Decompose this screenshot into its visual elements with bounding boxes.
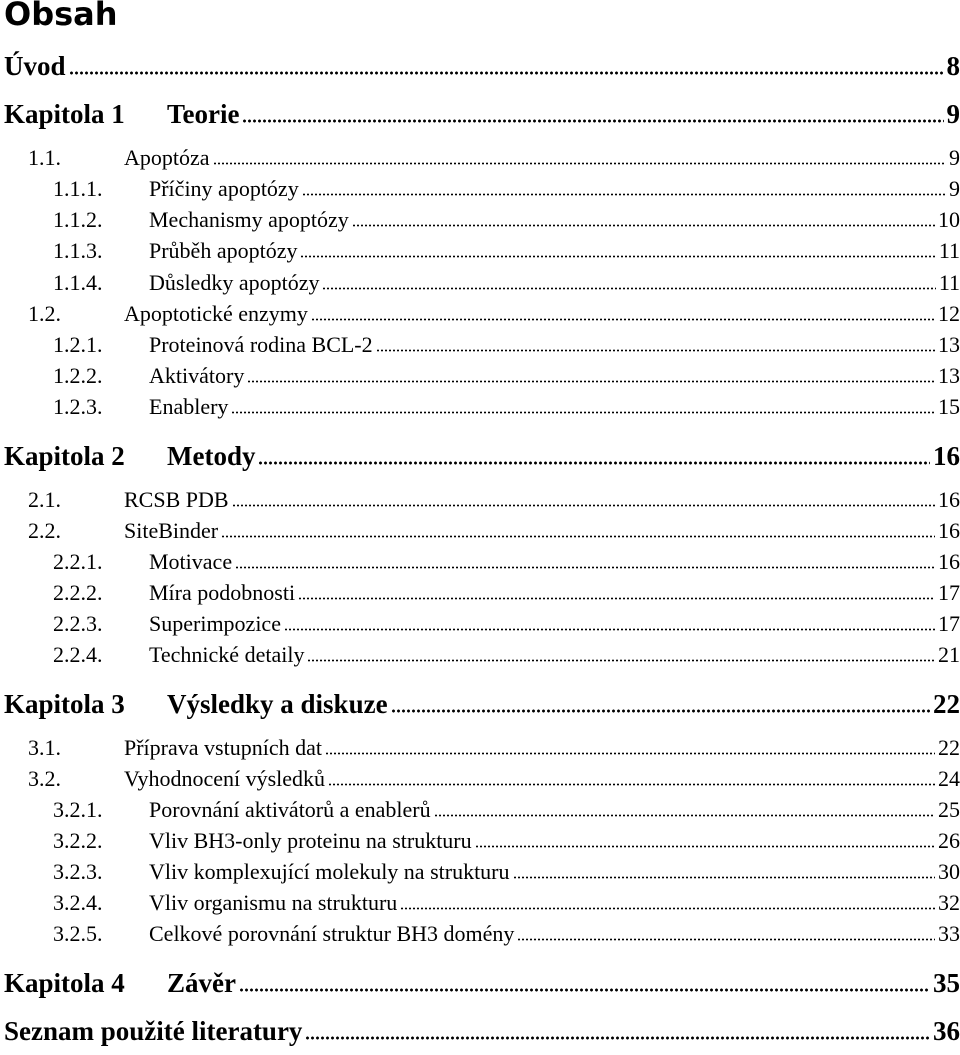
toc-entry[interactable] — [4, 363, 960, 397]
toc-entry-number: 3.2.5. — [53, 921, 103, 946]
dot-leader — [300, 255, 935, 258]
toc-entry[interactable] — [4, 145, 960, 179]
toc-entry[interactable] — [4, 270, 960, 304]
dot-leader — [302, 193, 946, 196]
toc-entry[interactable] — [4, 859, 960, 893]
toc-entry-number: Kapitola 3 — [4, 689, 125, 719]
toc-entry-number: 1.1.1. — [53, 176, 103, 201]
dot-leader — [434, 814, 935, 817]
toc-entry-number: 3.2.1. — [53, 797, 103, 822]
toc-entry-number: 1.1.3. — [53, 238, 103, 263]
toc-entry-page-number: 16 — [938, 487, 960, 512]
toc-entry-page-number: 26 — [938, 828, 960, 853]
dot-leader — [213, 162, 946, 165]
toc-entry-page-number: 21 — [938, 642, 960, 667]
toc-entry-title: Motivace — [149, 549, 233, 574]
dot-leader — [517, 938, 935, 941]
toc-entry-number: 1.2.1. — [53, 332, 103, 357]
toc-entry-number: 1.1.2. — [53, 207, 103, 232]
toc-entry[interactable] — [4, 611, 960, 645]
toc-entry[interactable] — [4, 207, 960, 241]
toc-entry-title: Mechanismy apoptózy — [149, 207, 349, 232]
toc-entry-number: Kapitola 4 — [4, 968, 125, 998]
toc-entry-number: 2.2.3. — [53, 611, 103, 636]
dot-leader — [232, 504, 935, 507]
dot-leader — [221, 535, 935, 538]
toc-entry-title: Důsledky apoptózy — [149, 270, 320, 295]
toc-entry-number: 1.1. — [28, 145, 61, 170]
toc-entry[interactable] — [4, 441, 960, 475]
toc-entry-page-number: 9 — [946, 99, 960, 129]
toc-entry-title: SiteBinder — [124, 518, 219, 543]
toc-entry-page-number: 13 — [938, 363, 960, 388]
toc-entry-page-number: 17 — [938, 611, 960, 636]
toc-entry-page-number: 22 — [938, 735, 960, 760]
toc-entry-page-number: 32 — [938, 890, 960, 915]
toc-entry-page-number: 16 — [938, 549, 960, 574]
toc-entry-number: 3.2.3. — [53, 859, 103, 884]
toc-entry-number: 1.2.2. — [53, 363, 103, 388]
dot-leader — [352, 224, 935, 227]
toc-entry-title: Technické detaily — [149, 642, 305, 667]
toc-entry-title: Závěr — [167, 968, 236, 998]
toc-entry[interactable] — [4, 968, 960, 1002]
toc-entry-page-number: 33 — [938, 921, 960, 946]
toc-entry-page-number: 11 — [938, 238, 960, 263]
dot-leader — [258, 461, 930, 465]
toc-entry-page-number: 12 — [938, 301, 960, 326]
toc-entry-page-number: 25 — [938, 797, 960, 822]
dot-leader — [400, 907, 935, 910]
toc-entry-title: Příčiny apoptózy — [149, 176, 299, 201]
toc-entry[interactable] — [4, 890, 960, 924]
toc-entry-page-number: 17 — [938, 580, 960, 605]
toc-entry-page-number: 36 — [933, 1016, 960, 1046]
toc-entry-page-number: 8 — [946, 51, 960, 81]
toc-entry[interactable] — [4, 1016, 960, 1050]
toc-entry-title: Enablery — [149, 394, 229, 419]
toc-entry-page-number: 10 — [938, 207, 960, 232]
toc-entry-title: Apoptotické enzymy — [124, 301, 308, 326]
toc-entry-title: Seznam použité literatury — [4, 1016, 303, 1046]
dot-leader — [69, 71, 944, 75]
toc-entry[interactable] — [4, 580, 960, 614]
toc-entry-title: Superimpozice — [149, 611, 281, 636]
toc-entry[interactable] — [4, 99, 960, 133]
toc-entry-title: Apoptóza — [124, 145, 210, 170]
dot-leader — [307, 659, 935, 662]
toc-entry-title: Aktivátory — [149, 363, 245, 388]
toc-entry-number: 1.1.4. — [53, 270, 103, 295]
toc-entry-page-number: 9 — [949, 176, 960, 201]
toc-entry-number: 1.2.3. — [53, 394, 103, 419]
toc-entry-title: Vliv organismu na strukturu — [149, 890, 398, 915]
toc-entry[interactable] — [4, 51, 960, 85]
toc-entry-title: Metody — [167, 441, 256, 471]
toc-entry-number: 3.2.4. — [53, 890, 103, 915]
dot-leader — [311, 318, 935, 321]
toc-entry-title: Vliv komplexující molekuly na strukturu — [149, 859, 510, 884]
dot-leader — [328, 783, 935, 786]
toc-entry[interactable] — [4, 735, 960, 769]
toc-entry[interactable] — [4, 642, 960, 676]
toc-entry-number: 1.2. — [28, 301, 61, 326]
toc-entry-number: 3.2. — [28, 766, 61, 791]
toc-entry-page-number: 9 — [949, 145, 960, 170]
toc-entry-title: Průběh apoptózy — [149, 238, 298, 263]
toc-entry[interactable] — [4, 176, 960, 210]
dot-leader — [235, 566, 935, 569]
dot-leader — [322, 287, 935, 290]
toc-entry-page-number: 11 — [938, 270, 960, 295]
toc-entry-title: Míra podobnosti — [149, 580, 296, 605]
toc-entry-title: Celkové porovnání struktur BH3 domény — [149, 921, 515, 946]
toc-entry-number: 2.2. — [28, 518, 61, 543]
dot-leader — [242, 119, 943, 123]
toc-entry-page-number: 22 — [933, 689, 960, 719]
toc-entry[interactable] — [4, 828, 960, 862]
toc-entry-page-number: 16 — [938, 518, 960, 543]
toc-entry-page-number: 35 — [933, 968, 960, 998]
toc-entry-number: 2.2.2. — [53, 580, 103, 605]
toc-entry-number: Kapitola 2 — [4, 441, 125, 471]
toc-entry-number: 2.1. — [28, 487, 61, 512]
toc-entry-number: 2.2.1. — [53, 549, 103, 574]
toc-entry-title: Porovnání aktivátorů a enablerů — [149, 797, 431, 822]
toc-entry[interactable] — [4, 549, 960, 583]
toc-entry-title: Teorie — [167, 99, 240, 129]
toc-entry[interactable] — [4, 921, 960, 955]
toc-entry[interactable] — [4, 487, 960, 521]
toc-entry-number: Kapitola 1 — [4, 99, 125, 129]
toc-entry-title: Vyhodnocení výsledků — [124, 766, 326, 791]
toc-entry[interactable] — [4, 238, 960, 272]
toc-entry-title: Příprava vstupních dat — [124, 735, 322, 760]
dot-leader — [239, 988, 930, 992]
toc-entry[interactable] — [4, 332, 960, 366]
toc-entry-title: Výsledky a diskuze — [167, 689, 388, 719]
toc-entry-number: 2.2.4. — [53, 642, 103, 667]
dot-leader — [325, 752, 935, 755]
page-title: Obsah — [4, 0, 118, 33]
toc-entry-page-number: 24 — [938, 766, 960, 791]
toc-entry-page-number: 15 — [938, 394, 960, 419]
toc-entry-number: 3.2.2. — [53, 828, 103, 853]
dot-leader — [475, 845, 935, 848]
dot-leader — [391, 709, 930, 713]
dot-leader — [284, 628, 935, 631]
dot-leader — [305, 1036, 930, 1040]
toc-entry-number: 3.1. — [28, 735, 61, 760]
dot-leader — [231, 411, 935, 414]
toc-entry-title: RCSB PDB — [124, 487, 229, 512]
toc-entry[interactable] — [4, 689, 960, 723]
dot-leader — [376, 349, 935, 352]
toc-entry-page-number: 16 — [933, 441, 960, 471]
toc-entry-title: Proteinová rodina BCL-2 — [149, 332, 373, 357]
toc-entry[interactable] — [4, 518, 960, 552]
toc-entry-page-number: 13 — [938, 332, 960, 357]
toc-entry-title: Úvod — [4, 51, 66, 81]
toc-entry-page-number: 30 — [938, 859, 960, 884]
dot-leader — [247, 380, 935, 383]
dot-leader — [298, 597, 935, 600]
toc-entry-title: Vliv BH3-only proteinu na strukturu — [149, 828, 472, 853]
toc-entry[interactable] — [4, 797, 960, 831]
toc-entry[interactable] — [4, 301, 960, 335]
toc-entry[interactable] — [4, 394, 960, 428]
toc-entry[interactable] — [4, 766, 960, 800]
dot-leader — [513, 876, 935, 879]
